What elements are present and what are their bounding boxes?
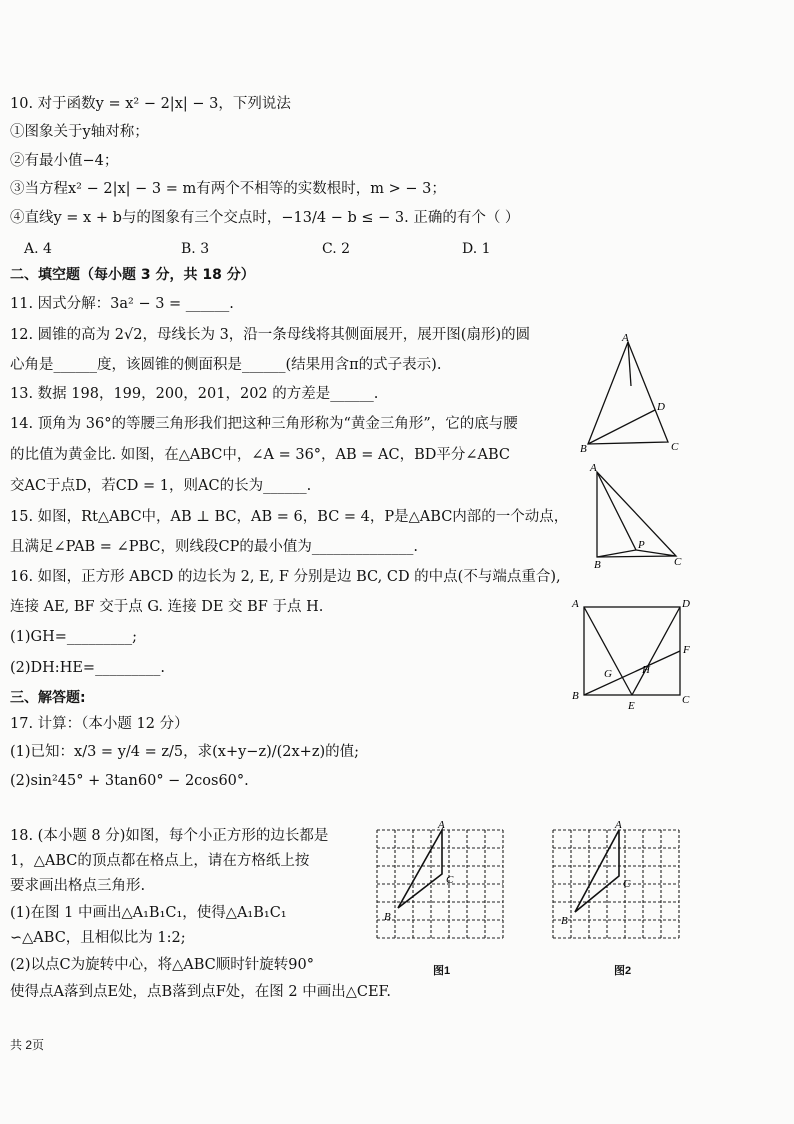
- line-q10-3: ③当方程x² − 2|x| − 3 = m有两个不相等的实数根时，m > − 3；: [10, 181, 446, 197]
- line-q17-1: (1)已知：x/3 = y/4 = z/5，求(x+y−z)/(2x+z)的值;: [10, 744, 360, 760]
- line-q10-2: ②有最小值−4；: [10, 153, 119, 169]
- option-b: B. 3: [181, 241, 210, 257]
- option-a: A. 4: [24, 241, 52, 257]
- line-q17-2: (2)sin²45° + 3tan60° − 2cos60°.: [10, 773, 249, 789]
- label-D: D: [657, 401, 665, 413]
- line-q15a: 15. 如图，Rt△ABC中，AB ⊥ BC，AB = 6，BC = 4，P是△ABC内部的一个动点，: [10, 509, 569, 525]
- line-q10-4: ④直线y = x + b与的图象有三个交点时，−13/4 − b ≤ − 3. 正确的有个（ ）: [10, 210, 520, 226]
- label-B: B: [580, 443, 587, 455]
- figure-2-caption: 图2: [614, 965, 632, 977]
- line-q12a: 12. 圆锥的高为 2√2，母线长为 3，沿一条母线将其侧面展开，展开图(扇形)的圆: [10, 327, 531, 343]
- grid-figure-2: [548, 820, 688, 959]
- line-sec2: 二、填空题（每小题 3 分，共 18 分）: [10, 267, 255, 283]
- label-B: B: [572, 690, 579, 702]
- line-q16-1: (1)GH=_________;: [10, 629, 138, 645]
- line-q18f: (2)以点C为旋转中心，将△ABC顺时针旋转90°: [10, 957, 314, 973]
- label-A: A: [438, 819, 445, 831]
- line-q10: 10. 对于函数y = x² − 2|x| − 3，下列说法: [10, 96, 291, 112]
- label-A: A: [590, 462, 597, 474]
- label-B: B: [594, 559, 601, 571]
- line-q16a: 16. 如图，正方形 ABCD 的边长为 2, E, F 分别是边 BC, CD 的中点(不与端点重合),: [10, 569, 561, 585]
- line-q12b: 心角是______度，该圆锥的侧面积是______(结果用含π的式子表示).: [10, 357, 442, 373]
- right-triangle-figure: [588, 462, 688, 576]
- line-q18d: (1)在图 1 中画出△A₁B₁C₁，使得△A₁B₁C₁: [10, 905, 287, 921]
- grid-figure-1: [372, 820, 512, 959]
- line-q14b: 的比值为黄金比. 如图，在△ABC中，∠A = 36°，AB = AC，BD平分∠ABC: [10, 447, 511, 463]
- label-H: H: [642, 664, 650, 676]
- line-q10-1: ①图象关于y轴对称；: [10, 124, 149, 140]
- label-A: A: [615, 819, 622, 831]
- line-q18b: 1，△ABC的顶点都在格点上，请在方格纸上按: [10, 853, 310, 869]
- label-E: E: [628, 700, 635, 712]
- line-sec3: 三、解答题:: [10, 690, 86, 706]
- label-C: C: [623, 878, 631, 890]
- line-q18e: ∽△ABC，且相似比为 1:2;: [10, 930, 186, 946]
- figure-1-caption: 图1: [433, 965, 451, 977]
- square-figure: [570, 595, 700, 717]
- line-q16-2: (2)DH:HE=_________.: [10, 660, 165, 676]
- label-A: A: [622, 332, 629, 344]
- line-q18c: 要求画出格点三角形.: [10, 878, 146, 894]
- golden-triangle-figure: [580, 330, 690, 459]
- label-C: C: [674, 556, 682, 568]
- label-P: P: [638, 539, 645, 551]
- label-F: F: [683, 644, 690, 656]
- label-D: D: [682, 598, 690, 610]
- line-q13: 13. 数据 198，199，200，201，202 的方差是______.: [10, 386, 379, 402]
- line-q11: 11. 因式分解：3a² − 3 = ______.: [10, 296, 234, 312]
- option-d: D. 1: [462, 241, 491, 257]
- line-q15b: 且满足∠PAB = ∠PBC，则线段CP的最小值为______________.: [10, 539, 418, 555]
- label-B: B: [561, 915, 568, 927]
- page-footer: 共 2页: [10, 1038, 45, 1052]
- label-A: A: [572, 598, 579, 610]
- line-q18a: 18. (本小题 8 分)如图，每个小正方形的边长都是: [10, 828, 329, 844]
- label-C: C: [682, 694, 690, 706]
- line-q14c: 交AC于点D，若CD = 1，则AC的长为______.: [10, 478, 312, 494]
- label-C: C: [446, 874, 454, 886]
- label-B: B: [384, 911, 391, 923]
- line-q16b: 连接 AE, BF 交于点 G. 连接 DE 交 BF 于点 H.: [10, 599, 324, 615]
- line-q14a: 14. 顶角为 36°的等腰三角形我们把这种三角形称为“黄金三角形”，它的底与腰: [10, 416, 518, 432]
- line-q17: 17. 计算：（本小题 12 分）: [10, 716, 189, 732]
- label-C: C: [671, 441, 679, 453]
- line-q18g: 使得点A落到点E处，点B落到点F处，在图 2 中画出△CEF.: [10, 984, 391, 1000]
- option-c: C. 2: [322, 241, 351, 257]
- label-G: G: [604, 668, 612, 680]
